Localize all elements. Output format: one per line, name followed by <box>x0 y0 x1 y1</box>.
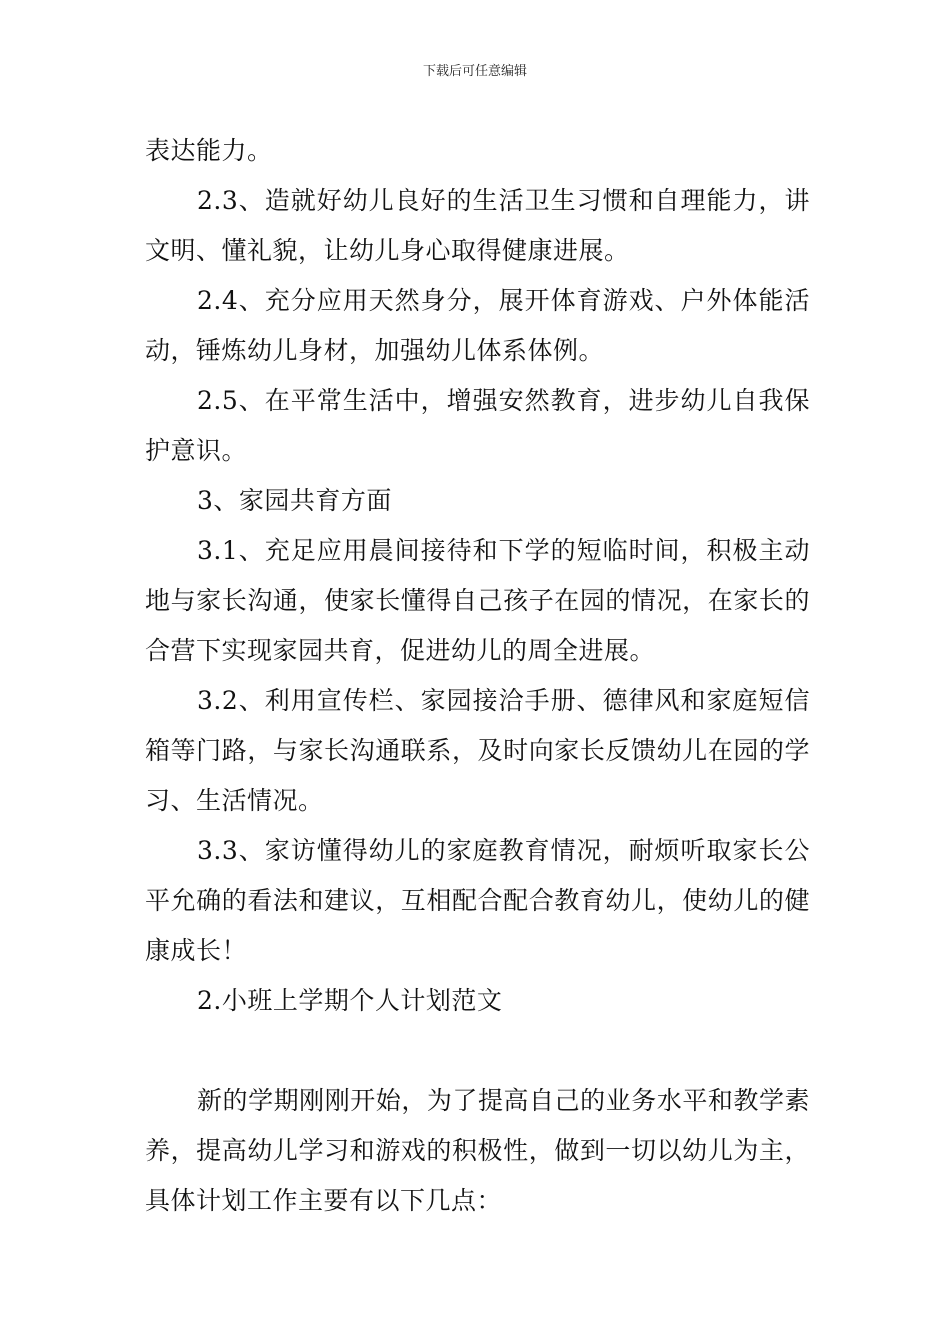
paragraph-2-4: 2.4、充分应用天然身分，展开体育游戏、户外体能活动，锤炼幼儿身材，加强幼儿体系体例。 <box>145 286 810 365</box>
paragraph-intro: 新的学期刚刚开始，为了提高自己的业务水平和教学素养，提高幼儿学习和游戏的积极性，做到一切以幼儿为主，具体计划工作主要有以下几点： <box>145 1086 810 1215</box>
paragraph-3-1: 3.1、充足应用晨间接待和下学的短临时间，积极主动地与家长沟通，使家长懂得自己孩子在园的情况，在家长的合营下实现家园共育，促进幼儿的周全进展。 <box>145 536 810 665</box>
paragraph-3-2: 3.2、利用宣传栏、家园接洽手册、德律风和家庭短信箱等门路，与家长沟通联系，及时向家长反馈幼儿在园的学习、生活情况。 <box>145 686 810 815</box>
paragraph-2-3: 2.3、造就好幼儿良好的生活卫生习惯和自理能力，讲文明、懂礼貌，让幼儿身心取得健康进展。 <box>145 186 810 265</box>
section-heading-3: 3、家园共育方面 <box>197 486 392 515</box>
paragraph-continuation: 表达能力。 <box>145 136 273 165</box>
document-body <box>145 126 810 1226</box>
paragraph-3-3: 3.3、家访懂得幼儿的家庭教育情况，耐烦听取家长公平允确的看法和建议，互相配合配合教育幼儿，使幼儿的健康成长！ <box>145 836 810 965</box>
paragraph-2-5: 2.5、在平常生活中，增强安然教育，进步幼儿自我保护意识。 <box>145 386 810 465</box>
page-header-note: 下载后可任意编辑 <box>422 64 527 79</box>
section-heading-2: 2.小班上学期个人计划范文 <box>197 986 503 1015</box>
blank-line <box>145 1026 810 1076</box>
